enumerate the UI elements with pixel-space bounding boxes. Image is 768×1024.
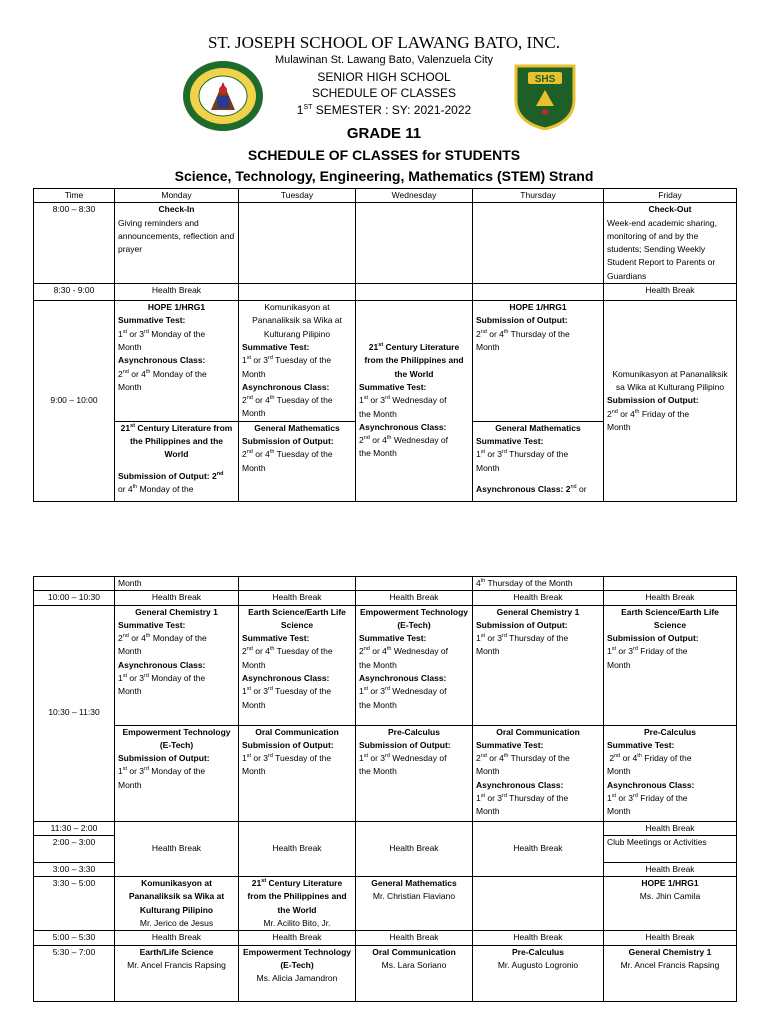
- time-cell: 5:00 – 5:30: [34, 931, 115, 945]
- schedule-cell: Oral Communication Ms. Lara Soriano: [356, 945, 473, 1001]
- table-header-row: [34, 189, 737, 203]
- schedule-cell: Health Break: [604, 931, 737, 945]
- strand-title: Science, Technology, Engineering, Mathematics (STEM) Strand: [174, 168, 594, 184]
- schedule-cell: [239, 577, 356, 591]
- schedule-cell: Pre-Calculus Mr. Augusto Logronio: [473, 945, 604, 1001]
- time-cell: 5:30 – 7:00: [34, 945, 115, 1001]
- schedule-cell: General Chemistry 1 Summative Test: 2nd or 4th Monday of the Month Asynchronous Class: 1st or 3rd Monday of the Month: [115, 605, 239, 725]
- table-row: [34, 877, 737, 931]
- schedule-cell: Month: [115, 577, 239, 591]
- schedule-cell: General Chemistry 1 Submission of Output: 1st or 3rd Thursday of the Month: [473, 605, 604, 725]
- schedule-cell: Pre-Calculus Summative Test: 2nd or 4th Friday of the Month Asynchronous Class: 1st or 3rd Friday of the Month: [604, 725, 737, 821]
- schedule-cell: [356, 284, 473, 301]
- semester-line: 1ST SEMESTER : SY: 2021-2022: [296, 103, 472, 117]
- time-cell: 3:30 – 5:00: [34, 877, 115, 931]
- schedule-cell: HOPE 1/HRG1 Submission of Output: 2nd or 4th Thursday of the Month: [473, 301, 604, 422]
- schedule-cell: Check-In Giving reminders and announcements, reflection and prayer: [115, 203, 239, 284]
- schedule-cell: Komunikasyon at Pananaliksik sa Wika at Kulturang Pilipino Summative Test: 1st or 3rd Tuesday of the Month Asynchronous Class: 2nd or 4th Tuesday of the Month: [239, 301, 356, 422]
- schedule-cell: General Mathematics Mr. Christian Flaviano: [356, 877, 473, 931]
- table-row: [34, 931, 737, 945]
- schedule-cell: [604, 577, 737, 591]
- schedule-cell: General Mathematics Summative Test: 1st or 3rd Thursday of the Month Asynchronous Class: 2nd or: [473, 421, 604, 501]
- document-header: [0, 0, 768, 190]
- schedule-cell: 21st Century Literature from the Philippines and the World Mr. Acilito Bito, Jr.: [239, 877, 356, 931]
- schedule-cell: Health Break: [115, 284, 239, 301]
- schedule-cell: 21st Century Literature from the Philippines and the World Submission of Output: 2nd or 4th Monday of the: [115, 421, 239, 501]
- senior-high-label: SENIOR HIGH SCHOOL: [317, 70, 451, 84]
- table-row: [34, 945, 737, 1001]
- time-cell: 2:00 – 3:00: [34, 835, 115, 862]
- schedule-cell: Earth/Life Science Mr. Ancel Francis Rapsing: [115, 945, 239, 1001]
- schedule-cell: Earth Science/Earth Life Science Summative Test: 2nd or 4th Tuesday of the Month Asynchronous Class: 1st or 3rd Tuesday of the Month: [239, 605, 356, 725]
- table-row: [34, 284, 737, 301]
- schedule-cell: Empowerment Technology (E-Tech) Submission of Output: 1st or 3rd Monday of the Month: [115, 725, 239, 821]
- schedule-cell: [356, 577, 473, 591]
- schedule-cell: Health Break: [356, 931, 473, 945]
- schedule-cell: 4th Thursday of the Month: [473, 577, 604, 591]
- schedule-cell: General Chemistry 1 Mr. Ancel Francis Rapsing: [604, 945, 737, 1001]
- schedule-cell: Health Break: [356, 821, 473, 877]
- schedule-cell: Health Break: [356, 591, 473, 605]
- schedule-cell: Earth Science/Earth Life Science Submission of Output: 1st or 3rd Friday of the Month: [604, 605, 737, 725]
- schedule-cell: Oral Communication Summative Test: 2nd or 4th Thursday of the Month Asynchronous Class: 1st or 3rd Thursday of the Month: [473, 725, 604, 821]
- grade-title: GRADE 11: [346, 125, 422, 142]
- col-monday: Monday: [115, 189, 239, 203]
- schedule-cell: HOPE 1/HRG1 Ms. Jhin Camila: [604, 877, 737, 931]
- col-friday: Friday: [604, 189, 737, 203]
- schedule-cell: Check-Out Week-end academic sharing, monitoring of and by the students; Sending Weekly Student Report to Parents or Guardians: [604, 203, 737, 284]
- col-thursday: Thursday: [473, 189, 604, 203]
- time-cell: 10:30 – 11:30: [34, 605, 115, 821]
- table-row: [34, 301, 737, 422]
- schedule-cell: [239, 284, 356, 301]
- schedule-cell: Health Break: [604, 821, 737, 835]
- time-cell: [34, 577, 115, 591]
- schedule-cell: Health Break: [473, 821, 604, 877]
- schedule-cell: Empowerment Technology (E-Tech) Ms. Alicia Jamandron: [239, 945, 356, 1001]
- schedule-table-part-1: [33, 188, 737, 502]
- schedule-cell: Club Meetings or Activities: [604, 835, 737, 862]
- schedule-cell: [473, 284, 604, 301]
- table-row: [34, 203, 737, 284]
- table-row: [34, 821, 737, 835]
- schedule-cell: Health Break: [115, 931, 239, 945]
- schedule-cell: Health Break: [239, 821, 356, 877]
- schedule-table-part-2: [33, 576, 737, 1002]
- schedule-cell: Health Break: [604, 862, 737, 876]
- time-cell: 11:30 – 2:00: [34, 821, 115, 835]
- schedule-cell: HOPE 1/HRG1 Summative Test: 1st or 3rd Monday of the Month Asynchronous Class: 2nd or 4th Monday of the Month: [115, 301, 239, 422]
- schedule-cell: Health Break: [473, 591, 604, 605]
- time-cell: 8:00 – 8:30: [34, 203, 115, 284]
- table-row: [34, 725, 737, 821]
- time-cell: 3:00 – 3:30: [34, 862, 115, 876]
- schedule-cell: [473, 203, 604, 284]
- schedule-cell: Health Break: [115, 821, 239, 877]
- schedule-title: SCHEDULE OF CLASSES: [311, 86, 457, 100]
- schedule-cell: Health Break: [604, 284, 737, 301]
- time-cell: 10:00 – 10:30: [34, 591, 115, 605]
- schedule-cell: Pre-Calculus Submission of Output: 1st or 3rd Wednesday of the Month: [356, 725, 473, 821]
- shs-logo-text: SHS: [534, 74, 556, 85]
- schedule-for-students-title: SCHEDULE OF CLASSES for STUDENTS: [247, 147, 521, 163]
- col-time: Time: [34, 189, 115, 203]
- schedule-cell: Empowerment Technology (E-Tech) Summative Test: 2nd or 4th Wednesday of the Month Asynchronous Class: 1st or 3rd Wednesday of the Month: [356, 605, 473, 725]
- schedule-cell: 21st Century Literature from the Philippines and the World Summative Test: 1st or 3rd Wednesday of the Month Asynchronous Class: 2nd or 4th Wednesday of the Month: [356, 301, 473, 502]
- schedule-cell: Komunikasyon at Pananaliksik sa Wika at Kulturang Pilipino Submission of Output: 2nd or 4th Friday of the Month: [604, 301, 737, 502]
- school-address: Mulawinan St. Lawang Bato, Valenzuela City: [274, 54, 494, 66]
- table-row: [34, 591, 737, 605]
- schedule-cell: [239, 203, 356, 284]
- schedule-cell: [473, 877, 604, 931]
- schedule-cell: [356, 203, 473, 284]
- schedule-cell: Health Break: [115, 591, 239, 605]
- time-cell: 9:00 – 10:00: [34, 301, 115, 502]
- schedule-cell: Health Break: [239, 591, 356, 605]
- school-name: ST. JOSEPH SCHOOL OF LAWANG BATO, INC.: [207, 33, 561, 52]
- schedule-cell: Health Break: [473, 931, 604, 945]
- time-cell: 8:30 - 9:00: [34, 284, 115, 301]
- table-row: [34, 577, 737, 591]
- schedule-cell: Health Break: [239, 931, 356, 945]
- schedule-cell: General Mathematics Submission of Output: 2nd or 4th Tuesday of the Month: [239, 421, 356, 501]
- schedule-cell: Komunikasyon at Pananaliksik sa Wika at Kulturang Pilipino Mr. Jerico de Jesus: [115, 877, 239, 931]
- col-tuesday: Tuesday: [239, 189, 356, 203]
- schedule-cell: Health Break: [604, 591, 737, 605]
- schedule-cell: Oral Communication Submission of Output: 1st or 3rd Tuesday of the Month: [239, 725, 356, 821]
- table-row: [34, 605, 737, 725]
- col-wednesday: Wednesday: [356, 189, 473, 203]
